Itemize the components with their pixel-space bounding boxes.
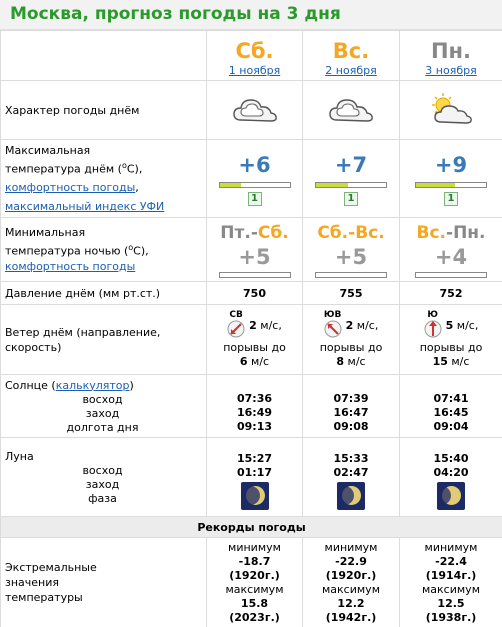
comfort-bar xyxy=(415,182,487,188)
sunrise-time: 07:41 xyxy=(433,392,469,405)
max-temp-label: Максимальная температура днём ($^о$С), xyxy=(5,143,143,176)
comfort-bar xyxy=(315,272,387,278)
records-row xyxy=(1,538,502,627)
day-name: Вс. xyxy=(332,38,370,63)
wind-row: Ветер днём (направление, скорость) СВ 2 м/с, порывы до 6 м/с ЮВ 2 м/с, порывы до 8 м/с Ю 5 м/с, порывы до 15 м/с xyxy=(1,305,502,375)
moonrise-time: 15:40 xyxy=(433,451,469,465)
daylength-value: 09:04 xyxy=(433,420,469,433)
record-max-label: максимум xyxy=(422,582,480,596)
record-min-value: -22.9 xyxy=(335,554,367,568)
wind-speed: 2 xyxy=(345,318,354,332)
partly-cloudy-icon xyxy=(427,92,475,126)
comfort-bar xyxy=(415,272,487,278)
night-day-names: Вс.-Пн. xyxy=(416,222,486,243)
day-column-header xyxy=(207,31,303,81)
record-max-value: 12.2 xyxy=(337,596,365,610)
uvi-link[interactable]: максимальный индекс УФИ xyxy=(5,200,165,214)
moonrise-time: 15:33 xyxy=(333,451,369,465)
day-date-link[interactable]: 3 ноября xyxy=(425,63,477,77)
daylength-label: долгота дня xyxy=(66,420,139,434)
record-min-label: минимум xyxy=(228,540,281,554)
empty-corner xyxy=(1,31,207,81)
max-temp-row: Максимальная температура днём ($^о$С), комфортность погоды, максимальный индекс УФИ +6 1 +7 1 +9 1 xyxy=(1,140,502,218)
moon-row xyxy=(1,438,502,517)
day-header-row xyxy=(1,31,502,81)
min-temp-row xyxy=(1,218,502,282)
uvi-badge: 1 xyxy=(444,192,458,206)
wind-direction-icon xyxy=(424,320,442,338)
gust-speed: 6 xyxy=(239,355,248,368)
gust-speed: 15 xyxy=(432,355,448,368)
record-max-label: максимум xyxy=(225,582,284,596)
comfort-link[interactable]: комфортность погоды xyxy=(5,181,136,195)
sunset-time: 16:45 xyxy=(433,406,469,419)
day-name: Сб. xyxy=(235,38,274,63)
moonrise-time: 15:27 xyxy=(236,451,272,465)
moonphase-label: фаза xyxy=(88,491,117,505)
comfort-bar xyxy=(315,182,387,188)
moonset-label: заход xyxy=(85,477,120,491)
moon-phase-icon xyxy=(241,482,269,510)
sunrise-time: 07:36 xyxy=(236,392,272,405)
sunrise-label: восход xyxy=(82,392,123,406)
record-min-value: -18.7 xyxy=(238,554,271,568)
record-min-label: минимум xyxy=(424,540,478,554)
wind-direction-icon xyxy=(324,320,342,338)
sunrise-time: 07:39 xyxy=(333,392,369,405)
records-header-row xyxy=(1,517,502,538)
wind-speed: 2 xyxy=(249,318,257,332)
pressure-value: 755 xyxy=(303,282,400,305)
record-max-value: 12.5 xyxy=(437,596,465,610)
min-temp-value: +5 xyxy=(238,244,271,269)
record-max-label: максимум xyxy=(322,582,380,596)
night-day-names: Сб.-Вс. xyxy=(317,222,385,243)
weather-day-row xyxy=(1,81,502,140)
pressure-row xyxy=(1,282,502,305)
moon-phase-icon xyxy=(337,482,365,510)
day-date-link[interactable]: 1 ноября xyxy=(228,63,281,77)
comfort-bar xyxy=(219,272,291,278)
daylength-value: 09:08 xyxy=(333,420,369,433)
min-temp-label: Минимальная температура ночью ($^о$С), xyxy=(5,226,149,258)
day-date-link[interactable]: 2 ноября xyxy=(325,63,377,77)
sun-label: Солнце (калькулятор) xyxy=(5,378,134,392)
moonset-time: 01:17 xyxy=(236,465,272,479)
forecast-table xyxy=(0,30,502,627)
record-max-value: 15.8 xyxy=(240,596,269,610)
wind-direction: ЮВ xyxy=(323,310,342,320)
wind-speed: 5 xyxy=(445,318,454,332)
record-max-year: (1942г.) xyxy=(325,610,377,624)
extremes-label: Экстремальные значения температуры xyxy=(1,538,207,627)
day-column-header xyxy=(400,31,502,81)
min-comfort-link[interactable]: комфортность погоды xyxy=(5,259,136,273)
records-header: Рекорды погоды xyxy=(1,517,502,538)
wind-direction-icon xyxy=(227,320,245,338)
moonset-time: 02:47 xyxy=(333,465,369,479)
weather-day-label: Характер погоды днём xyxy=(1,81,207,140)
record-min-year: (1920г.) xyxy=(229,568,280,582)
record-max-year: (1938г.) xyxy=(425,610,477,624)
wind-label: Ветер днём (направление, скорость) xyxy=(1,305,207,375)
pressure-label: Давление днём (мм рт.ст.) xyxy=(1,282,207,305)
sun-calculator-link[interactable]: калькулятор xyxy=(55,378,130,392)
pressure-value: 750 xyxy=(207,282,303,305)
pressure-value: 752 xyxy=(400,282,502,305)
record-min-year: (1920г.) xyxy=(325,568,377,582)
uvi-badge: 1 xyxy=(344,192,358,206)
cloudy-icon xyxy=(231,92,279,126)
sunset-label: заход xyxy=(85,406,120,420)
day-name: Пн. xyxy=(430,38,472,63)
moonrise-label: восход xyxy=(82,463,123,477)
wind-direction: Ю xyxy=(427,310,438,320)
max-temp-value: +6 xyxy=(238,152,271,177)
moonset-time: 04:20 xyxy=(433,465,469,479)
wind-direction: СВ xyxy=(229,310,243,320)
page-title: Москва, прогноз погоды на 3 дня xyxy=(10,4,341,24)
uvi-badge: 1 xyxy=(248,192,262,206)
sunset-time: 16:49 xyxy=(236,406,272,419)
moon-phase-icon xyxy=(437,482,465,510)
record-max-year: (2023г.) xyxy=(229,610,280,624)
gust-speed: 8 xyxy=(336,355,345,368)
day-column-header xyxy=(303,31,400,81)
sunset-time: 16:47 xyxy=(333,406,369,419)
sun-row xyxy=(1,375,502,438)
max-temp-value: +7 xyxy=(334,152,368,177)
min-temp-value: +5 xyxy=(334,244,368,269)
min-temp-value: +4 xyxy=(434,244,468,269)
title-bar xyxy=(0,0,502,30)
daylength-value: 09:13 xyxy=(236,420,272,433)
record-min-value: -22.4 xyxy=(435,554,467,568)
moon-label: Луна xyxy=(5,449,34,463)
night-day-names: Пт.-Сб. xyxy=(220,222,289,243)
record-min-label: минимум xyxy=(324,540,378,554)
record-min-year: (1914г.) xyxy=(425,568,477,582)
max-temp-value: +9 xyxy=(434,152,468,177)
comfort-bar xyxy=(219,182,291,188)
cloudy-icon xyxy=(327,92,375,126)
